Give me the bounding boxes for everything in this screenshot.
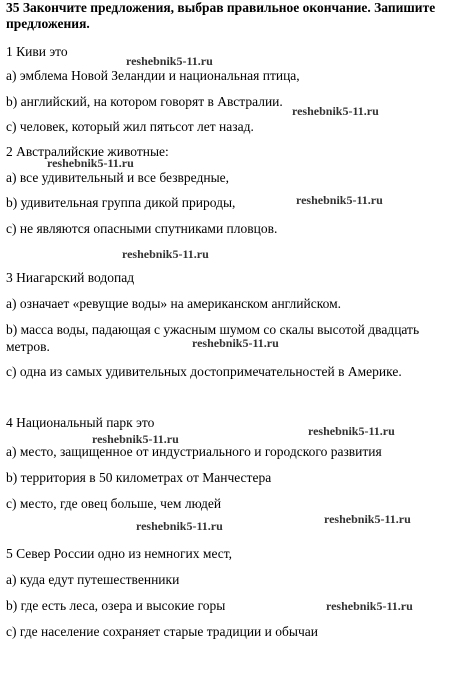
watermark-text: reshebnik5-11.ru (126, 54, 213, 68)
question-3-option-a: a) означает «ревущие воды» на американском английском. (6, 296, 341, 311)
question-1-option-a: a) эмблема Новой Зеландии и национальная птица, (6, 68, 300, 83)
question-1-prompt: 1 Киви это (6, 44, 68, 59)
question-4-option-b: b) территория в 50 километрах от Манчестера (6, 470, 272, 485)
watermark-text: reshebnik5-11.ru (92, 432, 179, 446)
watermark-text: reshebnik5-11.ru (122, 247, 209, 261)
question-2-option-c: c) не являются опасными спутниками пловцов. (6, 221, 278, 236)
question-2-option-a: a) все удивительный и все безвредные, (6, 170, 230, 185)
question-3-option-b: b) масса воды, падающая с ужасным шумом со скалы высотой двадцать (6, 322, 420, 337)
exercise-heading: 35 Закончите предложения, выбрав правильное окончание. Запишите предложения. (6, 0, 436, 31)
question-5-option-c: c) где население сохраняет старые традиции и обычаи (6, 624, 318, 639)
watermark-text: reshebnik5-11.ru (308, 424, 395, 438)
watermark-text: reshebnik5-11.ru (324, 512, 411, 526)
question-3-prompt: 3 Ниагарский водопад (6, 270, 135, 285)
question-1-option-b: b) английский, на котором говорят в Австралии. (6, 94, 283, 109)
question-2-option-b: b) удивительная группа дикой природы, (6, 195, 236, 210)
watermark-text: reshebnik5-11.ru (292, 104, 379, 118)
question-4-option-c: c) место, где овец больше, чем людей (6, 496, 222, 511)
question-2-prompt: 2 Австралийские животные: (6, 144, 169, 159)
watermark-text: reshebnik5-11.ru (47, 156, 134, 170)
watermark-text: reshebnik5-11.ru (192, 336, 279, 350)
watermark-text: reshebnik5-11.ru (326, 599, 413, 613)
question-3-option-b-continued: метров. (6, 339, 50, 354)
question-5-option-b: b) где есть леса, озера и высокие горы (6, 598, 226, 613)
watermark-text: reshebnik5-11.ru (296, 193, 383, 207)
question-4-option-a: a) место, защищенное от индустриального и городского развития (6, 444, 382, 459)
question-3-option-c: c) одна из самых удивительных достопримечательностей в Америке. (6, 364, 402, 379)
question-5-option-a: a) куда едут путешественники (6, 572, 180, 587)
watermark-text: reshebnik5-11.ru (136, 519, 223, 533)
question-4-prompt: 4 Национальный парк это (6, 415, 155, 430)
question-1-option-c: c) человек, который жил пятьсот лет назад. (6, 119, 254, 134)
question-5-prompt: 5 Север России одно из немногих мест, (6, 546, 233, 561)
